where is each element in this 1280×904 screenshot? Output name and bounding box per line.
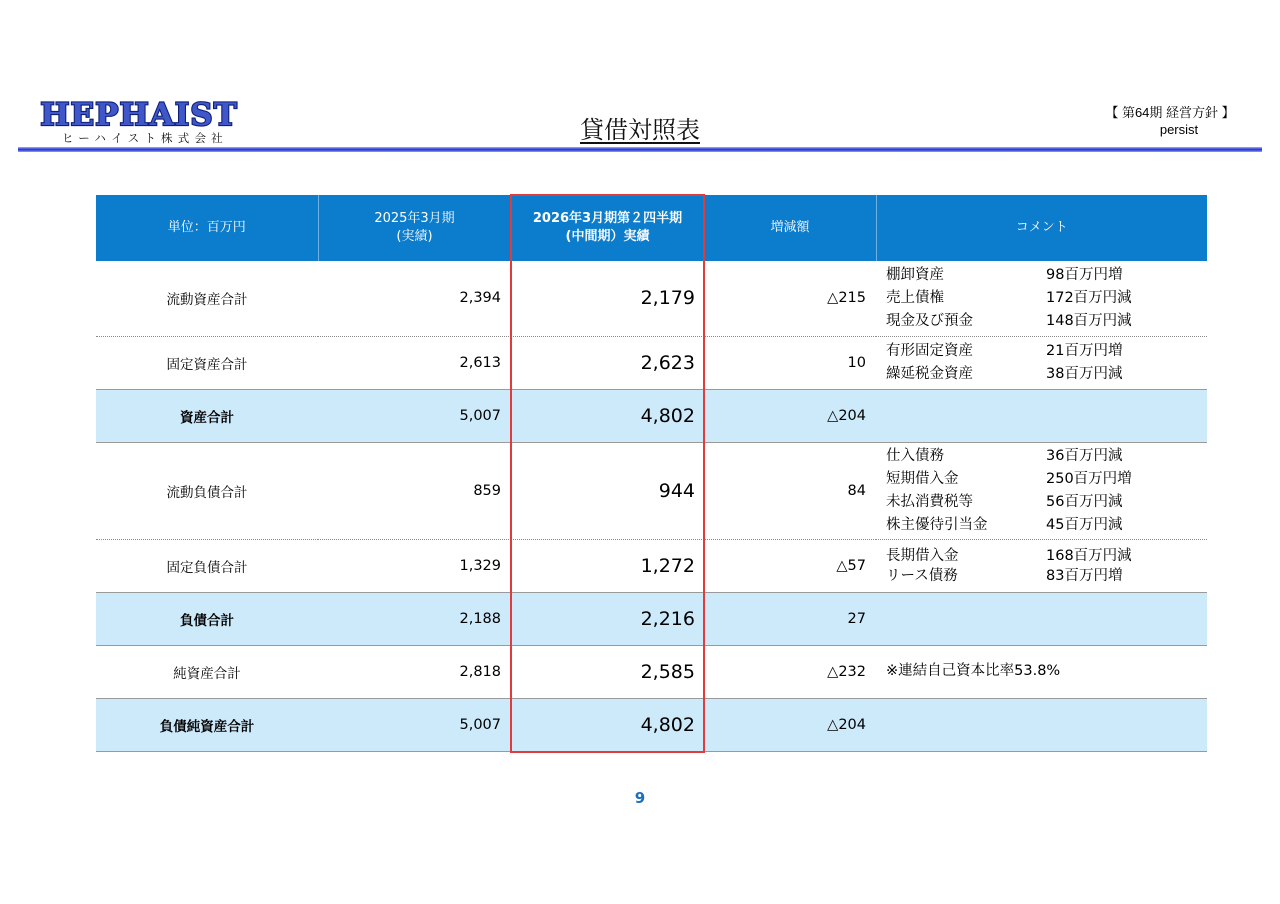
comment-item: 棚卸資産 (886, 266, 944, 283)
page-number: 9 (634, 789, 646, 807)
comment-amount: 45百万円減 (1046, 516, 1123, 533)
table-row (96, 261, 1207, 336)
comment-amount: 168百万円減 (1046, 547, 1132, 564)
col-header-change: 増減額 (704, 195, 876, 261)
comment-line (886, 445, 1207, 468)
comment-line (886, 491, 1207, 514)
curr-value: 4,802 (511, 389, 704, 442)
logo-subtitle: ヒーハイスト株式会社 (62, 131, 228, 145)
curr-value: 2,623 (511, 336, 704, 389)
row-label: 流動資産合計 (96, 261, 318, 336)
comment-amount: 250百万円増 (1046, 470, 1132, 487)
page-title: 貸借対照表 (580, 116, 700, 144)
comment-line (886, 264, 1207, 287)
curr-value: 4,802 (511, 698, 704, 751)
comment-cell (876, 336, 1207, 389)
comment-line (886, 566, 1207, 586)
table-row (96, 442, 1207, 539)
equity-ratio-note: ※連結自己資本比率53.8% (876, 645, 1207, 698)
comment-item: 株主優待引当金 (886, 516, 988, 533)
table-row-total (96, 592, 1207, 645)
svg-text:HEPHAIST: HEPHAIST (40, 98, 238, 132)
comment-amount: 83百万円増 (1046, 567, 1123, 584)
curr-value: 2,216 (511, 592, 704, 645)
row-label: 固定資産合計 (96, 336, 318, 389)
comment-cell (876, 442, 1207, 539)
prev-value: 2,188 (318, 592, 511, 645)
change-value: 10 (704, 336, 876, 389)
period-subtitle: persist (1159, 122, 1199, 137)
comment-item: 売上債権 (886, 289, 944, 306)
comment-cell (876, 389, 1207, 442)
table-header-row (96, 195, 1207, 261)
comment-line (886, 514, 1207, 537)
col-header-prev: 2025年3月期 (実績) (318, 195, 511, 261)
comment-item: 長期借入金 (886, 547, 959, 564)
curr-value: 1,272 (511, 539, 704, 592)
comment-item: 繰延税金資産 (886, 365, 973, 382)
comment-cell (876, 261, 1207, 336)
row-label: 負債合計 (96, 592, 318, 645)
change-value: △232 (704, 645, 876, 698)
curr-value: 944 (511, 442, 704, 539)
comment-amount: 36百万円減 (1046, 447, 1123, 464)
change-value: △204 (704, 698, 876, 751)
comment-line (886, 363, 1207, 386)
prev-value: 859 (318, 442, 511, 539)
table-row-total (96, 698, 1207, 751)
comment-item: 未払消費税等 (886, 493, 973, 510)
change-value: △57 (704, 539, 876, 592)
comment-item: 仕入債務 (886, 447, 944, 464)
comment-item: 現金及び預金 (886, 312, 973, 329)
table-row (96, 645, 1207, 698)
comment-cell (876, 592, 1207, 645)
comment-item: 有形固定資産 (886, 342, 973, 359)
comment-amount: 148百万円減 (1046, 312, 1132, 329)
period-title: 【 第64期 経営方針 】 (1105, 105, 1235, 120)
comment-line (886, 340, 1207, 363)
col-header-curr: 2026年3月期第２四半期 (中間期）実績 (511, 195, 704, 261)
prev-value: 5,007 (318, 698, 511, 751)
row-label: 資産合計 (96, 389, 318, 442)
row-label: 純資産合計 (96, 645, 318, 698)
comment-amount: 21百万円増 (1046, 342, 1123, 359)
table-row (96, 336, 1207, 389)
comment-item: リース債務 (886, 567, 958, 584)
comment-line (886, 287, 1207, 310)
comment-line (886, 546, 1207, 566)
comment-cell (876, 539, 1207, 592)
balance-sheet-table (96, 195, 1207, 752)
change-value: △215 (704, 261, 876, 336)
row-label: 固定負債合計 (96, 539, 318, 592)
comment-amount: 172百万円減 (1046, 289, 1132, 306)
col-header-unit: 単位：百万円 (96, 195, 318, 261)
comment-line (886, 310, 1207, 333)
row-label: 負債純資産合計 (96, 698, 318, 751)
prev-value: 2,818 (318, 645, 511, 698)
curr-value: 2,179 (511, 261, 704, 336)
period-block (1042, 104, 1262, 138)
table-row-total (96, 389, 1207, 442)
change-value: △204 (704, 389, 876, 442)
comment-amount: 38百万円減 (1046, 365, 1123, 382)
header-rule (18, 147, 1262, 152)
prev-value: 2,613 (318, 336, 511, 389)
comment-item: 短期借入金 (886, 470, 959, 487)
change-value: 27 (704, 592, 876, 645)
col-header-comment: コメント (876, 195, 1207, 261)
table-row (96, 539, 1207, 592)
curr-value: 2,585 (511, 645, 704, 698)
change-value: 84 (704, 442, 876, 539)
prev-value: 5,007 (318, 389, 511, 442)
comment-line (886, 468, 1207, 491)
comment-cell (876, 698, 1207, 751)
prev-value: 1,329 (318, 539, 511, 592)
comment-amount: 98百万円増 (1046, 266, 1123, 283)
row-label: 流動負債合計 (96, 442, 318, 539)
prev-value: 2,394 (318, 261, 511, 336)
comment-amount: 56百万円減 (1046, 493, 1123, 510)
